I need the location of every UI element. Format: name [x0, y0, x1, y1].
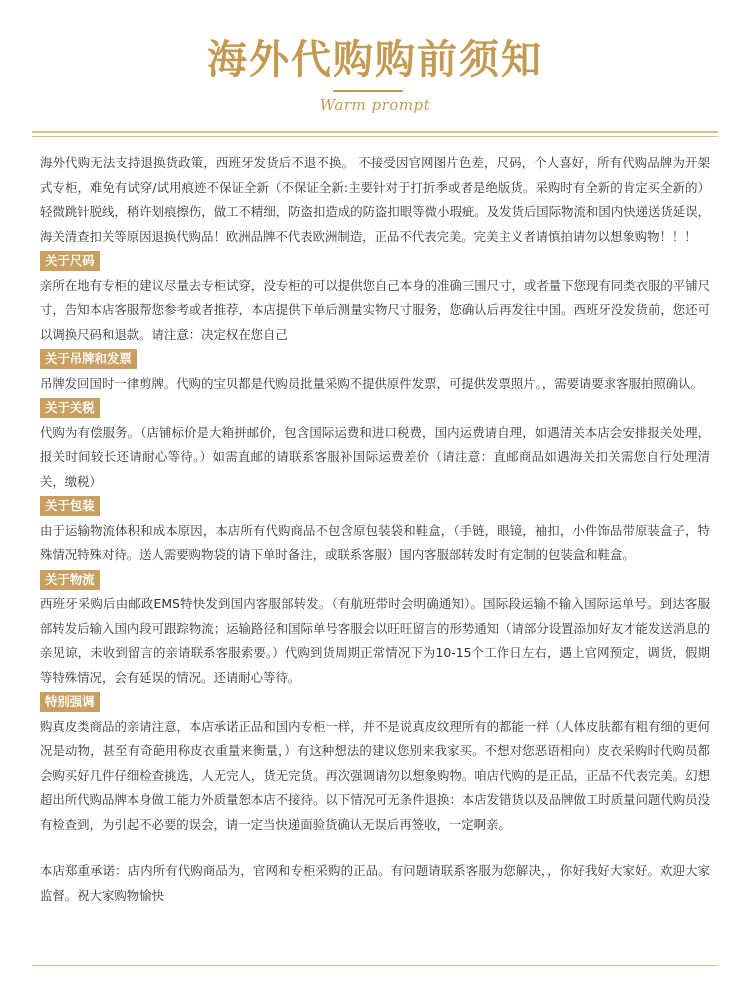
section-tag-size: 关于尺码	[40, 251, 100, 271]
section-tag-tags-invoice: 关于吊牌和发票	[40, 349, 137, 369]
section-text-packaging: 由于运输物流体积和成本原因，本店所有代购商品不包含原包装袋和鞋盒，（手链，眼镜，袖扣，小件饰品带原装盒子，特殊情况特殊对待。送人需要购物袋的请下单时备注，或联系客服）国内客服部转发时有定制的包装盒和鞋盒。	[40, 522, 710, 562]
notice-content	[40, 151, 710, 908]
page-header	[0, 0, 750, 140]
footer-promise: 本店郑重承诺：店内所有代购商品为，官网和专柜采购的正品。有问题请联系客服为您解决，，你好我好大家好。欢迎大家监督。祝大家购物愉快	[40, 863, 710, 903]
section-customs	[40, 396, 710, 494]
section-text-emphasis: 购真皮类商品的亲请注意，本店承诺正品和国内专柜一样，并不是说真皮纹理所有的都能一样（人体皮肤都有粗有细的更何况是动物，甚至有奇葩用称皮衣重量来衡量，）有这种想法的建议您别来我家买。不想对您恶语相向）皮衣采购时代购员都会购买好几件仔细检查挑选，人无完人，货无完货。再次强调请勿以想象购物。咱店代购的是正品，正品不代表完美。幻想超出所代购品牌本身做工能力外质量恕本店不接待。以下情况可无条件退换：本店发错货以及品牌做工时质量问题代购员没有检查到，为引起不必要的误会，请一定当快递面验货确认无误后再签收，一定啊亲。	[40, 718, 710, 832]
section-emphasis	[40, 690, 710, 837]
footer-divider	[32, 965, 718, 966]
section-tag-customs: 关于关税	[40, 398, 100, 418]
section-size	[40, 249, 710, 347]
section-text-size: 亲所在地有专柜的建议尽量去专柜试穿，没专柜的可以提供您自己本身的准确三围尺寸，或者量下您现有同类衣服的平铺尺寸，告知本店客服帮您参考或者推荐，本店提供下单后测量实物尺寸服务，您确认后再发往中国。西班牙没发货前，您还可以调换尺码和退款。请注意：决定权在您自己	[40, 277, 710, 342]
header-divider-thin	[32, 136, 718, 137]
title-underline	[333, 90, 403, 92]
footer-spacer	[40, 837, 710, 859]
section-text-customs: 代购为有偿服务。（店铺标价是大箱拼邮价，包含国际运费和进口税费，国内运费请自理，如遇清关本店会安排报关处理，报关时间较长还请耐心等待。）如需直邮的请联系客服补国际运费差价（请注意：直邮商品如遇海关扣关需您自行处理清关，缴税）	[40, 424, 710, 489]
header-divider-thick	[32, 131, 718, 133]
section-packaging	[40, 494, 710, 568]
section-text-tags-invoice: 吊牌发回国时一律剪牌。代购的宝贝都是代购员批量采购不提供原件发票，可提供发票照片。，需要请要求客服拍照确认。	[40, 375, 703, 391]
section-logistics	[40, 568, 710, 691]
section-tags-invoice	[40, 347, 710, 396]
section-tag-logistics: 关于物流	[40, 570, 100, 590]
section-tag-emphasis: 特别强调	[40, 692, 100, 712]
page-title: 海外代购购前须知	[207, 37, 543, 83]
section-text-logistics: 西班牙采购后由邮政EMS特快发到国内客服部转发。（有航班带时会明确通知）。国际段运输不输入国际运单号。到达客服部转发后输入国内段可跟踪物流；运输路径和国际单号客服会以旺旺留言的形势通知（请部分设置添加好友才能发送消息的亲见谅，未收到留言的亲请联系客服索要。）代购到货周期正常情况下为10-15个工作日左右，遇上官网预定，调货，假期等特殊情况，会有延误的情况。还请耐心等待。	[40, 596, 710, 685]
intro-paragraph: 海外代购无法支持退换货政策，西班牙发货后不退不换。 不接受因官网图片色差，尺码，个人喜好，所有代购品牌为开架式专柜，难免有试穿/试用痕迹不保证全新（不保证全新:主要针对于打折季或者是绝版货。采购时有全新的肯定买全新的）轻微跳针脱线，稍许划痕擦伤，做工不精细，防盗扣造成的防盗扣眼等微小瑕疵。及发货后国际物流和国内快递送货延误，海关清查扣关等原因退换代购品！欧洲品牌不代表欧洲制造，正品不代表完美。完美主义者请慎拍请勿以想象购物！！！	[40, 155, 710, 244]
section-tag-packaging: 关于包装	[40, 496, 100, 516]
page-subtitle: Warm prompt	[319, 96, 431, 114]
